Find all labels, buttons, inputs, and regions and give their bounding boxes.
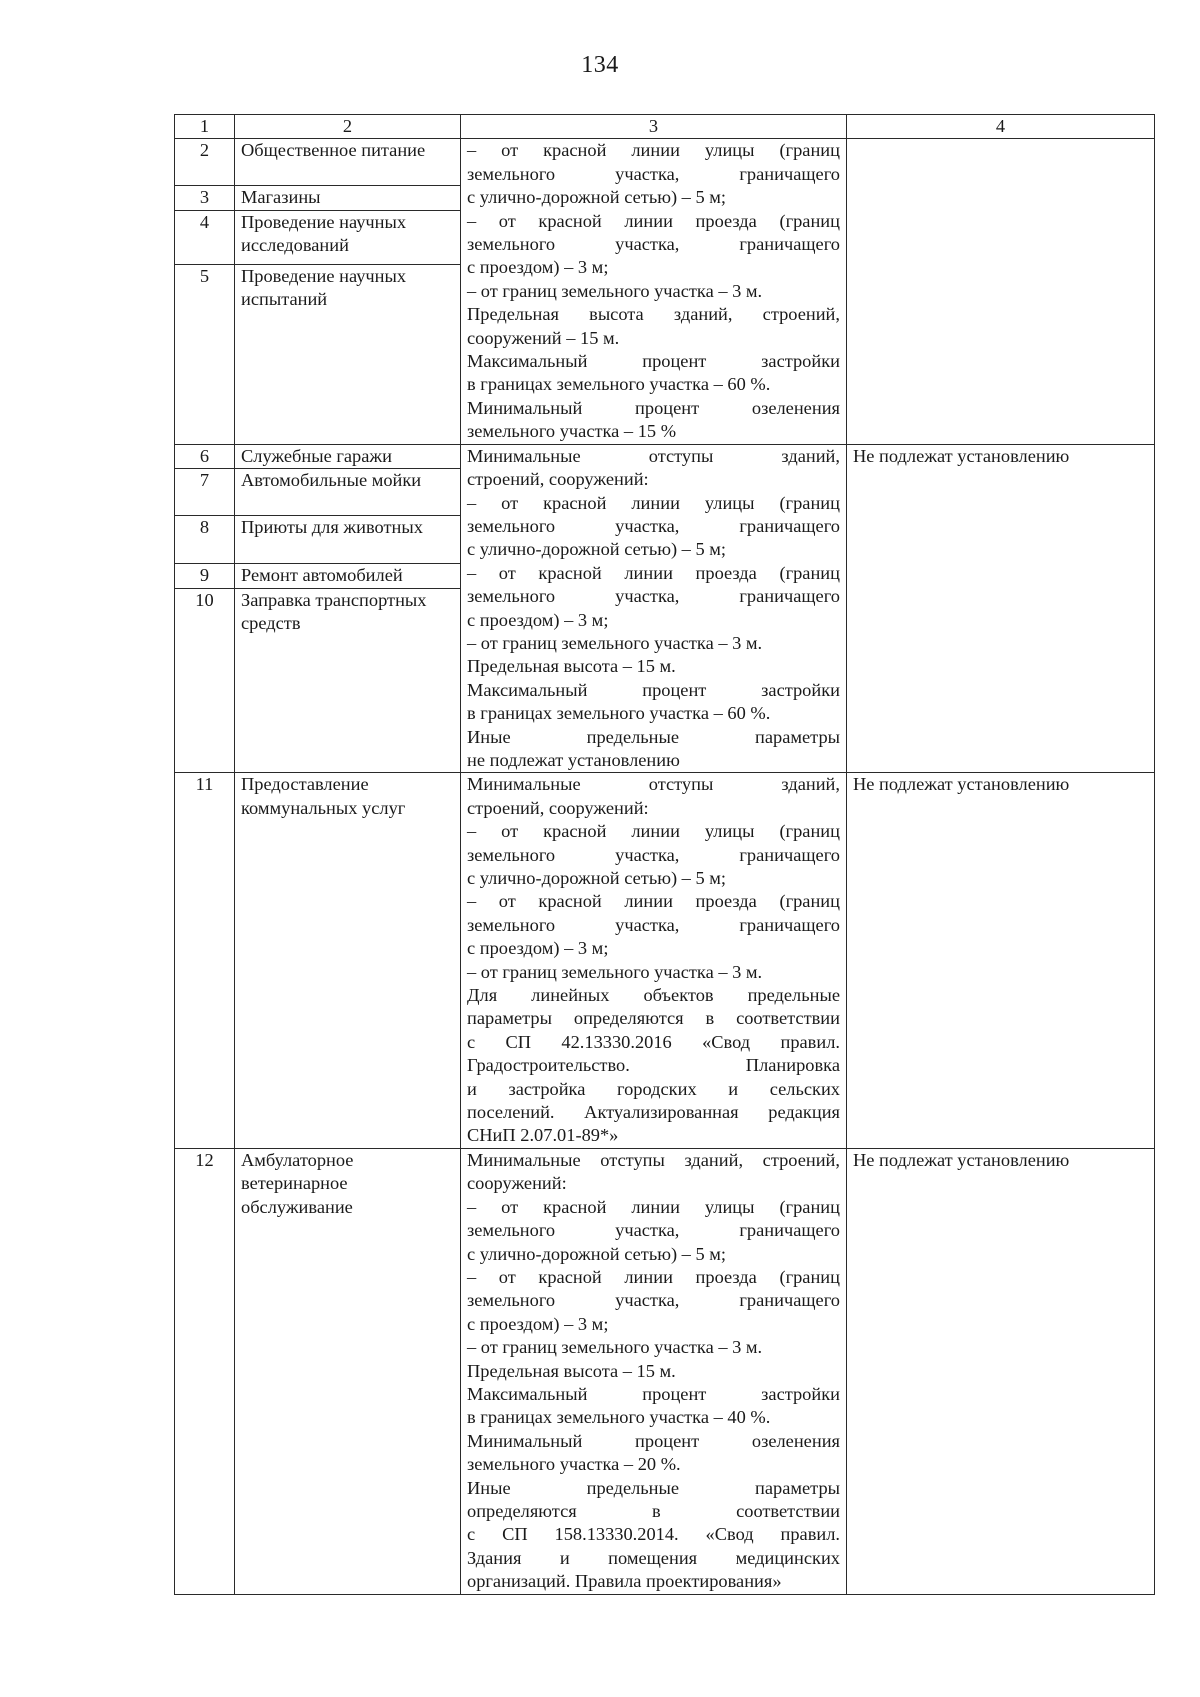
parameters-cell bbox=[461, 1148, 847, 1594]
param-line: Иные предельные параметры bbox=[467, 1477, 840, 1498]
param-line: организаций. Правила проектирования» bbox=[467, 1571, 782, 1592]
param-line: в границах земельного участка – 40 %. bbox=[467, 1407, 771, 1428]
param-line: строений, сооружений: bbox=[467, 469, 649, 490]
land-use-name: Магазины bbox=[235, 186, 461, 210]
param-line: в границах земельного участка – 60 %. bbox=[467, 374, 771, 395]
param-line: Минимальные отступы зданий, строений, bbox=[467, 1149, 840, 1170]
param-line: с проездом) – 3 м; bbox=[467, 609, 609, 630]
page-number: 134 bbox=[581, 52, 619, 78]
param-line: не подлежат установлению bbox=[467, 749, 680, 770]
param-line: – от красной линии улицы (границ bbox=[467, 140, 840, 161]
param-line: с проездом) – 3 м; bbox=[467, 257, 609, 278]
param-line: СНиП 2.07.01-89*» bbox=[467, 1125, 619, 1146]
other-parameters-cell bbox=[847, 139, 1155, 444]
land-use-name: Приюты для животных bbox=[235, 516, 461, 564]
parameters-cell bbox=[461, 139, 847, 444]
param-line: Предельная высота зданий, строений, bbox=[467, 304, 840, 325]
param-line: с проездом) – 3 м; bbox=[467, 1313, 609, 1334]
land-use-name: Предоставление коммунальных услуг bbox=[235, 773, 461, 1149]
param-line: земельного участка – 20 %. bbox=[467, 1454, 681, 1475]
param-line: – от красной линии проезда (границ bbox=[467, 1266, 840, 1287]
parameters-cell bbox=[461, 444, 847, 773]
land-use-name: Амбулаторное ветеринарное обслуживание bbox=[235, 1148, 461, 1594]
param-line: в границах земельного участка – 60 %. bbox=[467, 703, 771, 724]
land-use-name: Проведение научных испытаний bbox=[235, 264, 461, 444]
param-line: Максимальный процент застройки bbox=[467, 351, 840, 372]
table-row bbox=[175, 139, 1155, 186]
param-line: Предельная высота – 15 м. bbox=[467, 656, 676, 677]
other-parameters-cell: Не подлежат установлению bbox=[847, 444, 1155, 773]
land-use-name: Общественное питание bbox=[235, 139, 461, 186]
param-line: с СП 42.13330.2016 «Свод правил. bbox=[467, 1031, 840, 1052]
row-number: 4 bbox=[175, 210, 235, 264]
param-line: – от границ земельного участка – 3 м. bbox=[467, 1337, 763, 1358]
row-number: 5 bbox=[175, 264, 235, 444]
row-number: 9 bbox=[175, 564, 235, 588]
param-line: земельного участка, граничащего bbox=[467, 586, 840, 607]
param-line: – от границ земельного участка – 3 м. bbox=[467, 961, 763, 982]
land-use-name: Служебные гаражи bbox=[235, 444, 461, 468]
param-line: Градостроительство. Планировка bbox=[467, 1055, 840, 1076]
land-use-name: Проведение научных исследований bbox=[235, 210, 461, 264]
param-line: – от красной линии улицы (границ bbox=[467, 492, 840, 513]
param-line: земельного участка, граничащего bbox=[467, 844, 840, 865]
param-line: Минимальные отступы зданий, bbox=[467, 774, 840, 795]
column-header: 4 bbox=[847, 115, 1155, 139]
land-use-name: Автомобильные мойки bbox=[235, 469, 461, 516]
other-parameters-cell: Не подлежат установлению bbox=[847, 1148, 1155, 1594]
row-number: 8 bbox=[175, 516, 235, 564]
param-line: земельного участка, граничащего bbox=[467, 914, 840, 935]
param-line: Здания и помещения медицинских bbox=[467, 1547, 840, 1568]
param-line: сооружений: bbox=[467, 1173, 567, 1194]
param-line: Минимальный процент озеленения bbox=[467, 397, 840, 418]
other-parameters-cell: Не подлежат установлению bbox=[847, 773, 1155, 1149]
param-line: с СП 158.13330.2014. «Свод правил. bbox=[467, 1524, 840, 1545]
param-line: земельного участка, граничащего bbox=[467, 515, 840, 536]
land-use-name: Ремонт автомобилей bbox=[235, 564, 461, 588]
param-line: с улично-дорожной сетью) – 5 м; bbox=[467, 187, 727, 208]
param-line: земельного участка, граничащего bbox=[467, 163, 840, 184]
param-line: – от красной линии проезда (границ bbox=[467, 210, 840, 231]
param-line: Для линейных объектов предельные bbox=[467, 985, 840, 1006]
param-line: – от красной линии проезда (границ bbox=[467, 891, 840, 912]
param-line: – от границ земельного участка – 3 м. bbox=[467, 280, 763, 301]
param-line: – от границ земельного участка – 3 м. bbox=[467, 632, 763, 653]
row-number: 10 bbox=[175, 588, 235, 773]
param-line: строений, сооружений: bbox=[467, 797, 649, 818]
param-line: поселений. Актуализированная редакция bbox=[467, 1102, 840, 1123]
param-line: земельного участка, граничащего bbox=[467, 1220, 840, 1241]
row-number: 7 bbox=[175, 469, 235, 516]
column-header: 1 bbox=[175, 115, 235, 139]
param-line: с улично-дорожной сетью) – 5 м; bbox=[467, 539, 727, 560]
param-line: земельного участка, граничащего bbox=[467, 234, 840, 255]
param-line: и застройка городских и сельских bbox=[467, 1078, 840, 1099]
param-line: Максимальный процент застройки bbox=[467, 679, 840, 700]
row-number: 3 bbox=[175, 186, 235, 210]
param-line: параметры определяются в соответствии bbox=[467, 1008, 840, 1029]
land-use-name: Заправка транспортных средств bbox=[235, 588, 461, 773]
land-use-parameters-table bbox=[174, 114, 1155, 1595]
param-line: с улично-дорожной сетью) – 5 м; bbox=[467, 868, 727, 888]
param-line: с проездом) – 3 м; bbox=[467, 938, 609, 959]
row-number: 11 bbox=[175, 773, 235, 1149]
param-line: – от красной линии улицы (границ bbox=[467, 821, 840, 842]
table-row bbox=[175, 444, 1155, 468]
row-number: 12 bbox=[175, 1148, 235, 1594]
param-line: Минимальный процент озеленения bbox=[467, 1430, 840, 1451]
param-line: земельного участка, граничащего bbox=[467, 1290, 840, 1311]
param-line: сооружений – 15 м. bbox=[467, 327, 620, 348]
param-line: Минимальные отступы зданий, bbox=[467, 445, 840, 466]
row-number: 6 bbox=[175, 444, 235, 468]
param-line: Максимальный процент застройки bbox=[467, 1383, 840, 1404]
table-row bbox=[175, 773, 1155, 1149]
parameters-cell bbox=[461, 773, 847, 1149]
table-row bbox=[175, 1148, 1155, 1594]
column-header: 3 bbox=[461, 115, 847, 139]
param-line: – от красной линии улицы (границ bbox=[467, 1196, 840, 1217]
column-header: 2 bbox=[235, 115, 461, 139]
param-line: Предельная высота – 15 м. bbox=[467, 1360, 676, 1381]
param-line: Иные предельные параметры bbox=[467, 726, 840, 747]
param-line: – от красной линии проезда (границ bbox=[467, 562, 840, 583]
param-line: с улично-дорожной сетью) – 5 м; bbox=[467, 1243, 727, 1264]
param-line: земельного участка – 15 % bbox=[467, 421, 677, 442]
param-line: определяются в соответствии bbox=[467, 1500, 840, 1521]
table-header-row bbox=[175, 115, 1155, 139]
row-number: 2 bbox=[175, 139, 235, 186]
